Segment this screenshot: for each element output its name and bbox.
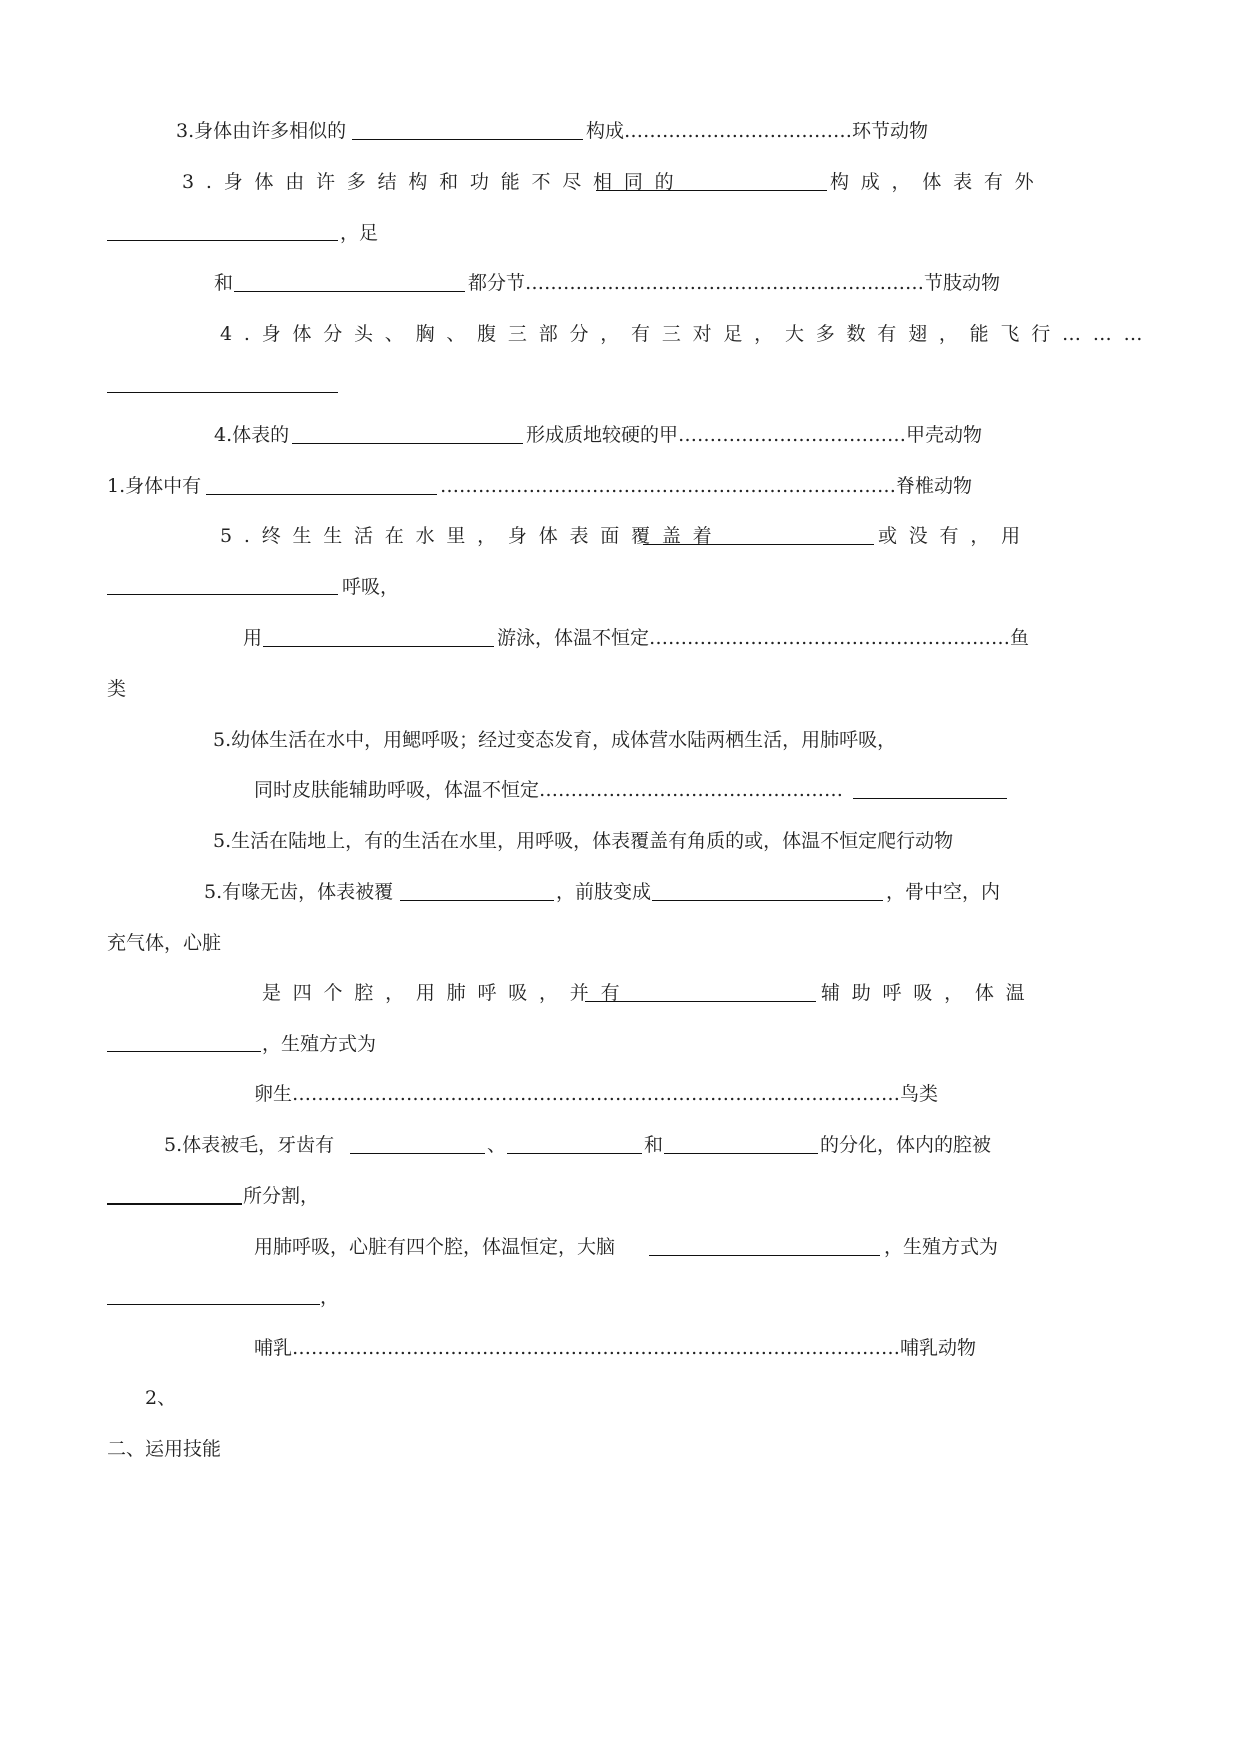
answer-blank[interactable] [507,1153,642,1154]
question-text: 4.身体分头、胸、腹三部分，有三对足，大多数有翅，能飞行……… [220,323,1155,345]
question-text: 辅助呼吸，体温 [821,982,1037,1004]
answer-blank[interactable] [596,190,827,191]
answer-blank[interactable] [292,443,523,444]
answer-blank[interactable] [664,1153,818,1154]
question-text: 呼吸， [342,576,400,598]
answer-blank[interactable] [643,544,874,545]
question-text: 和 [214,272,234,294]
question-text: 构成………………………………环节动物 [586,120,929,142]
answer-blank[interactable] [400,900,554,901]
question-text: 用肺呼吸，心脏有四个腔，体温恒定，大脑 [254,1236,616,1258]
answer-blank[interactable] [585,1001,816,1002]
question-text: ，前肢变成 [556,881,652,903]
answer-blank[interactable] [107,1203,242,1205]
question-text: 5.有喙无齿，体表被覆 [204,881,394,903]
question-text: 所分割， [243,1185,320,1207]
question-text: 哺乳……………………………………………………………………………………哺乳动物 [254,1337,977,1359]
question-text: 和 [644,1134,664,1156]
question-text: 游泳，体温不恒定…………………………………………………鱼 [497,627,1030,649]
question-text: ………………………………………………………………脊椎动物 [440,475,973,497]
section-number: 2、 [145,1387,177,1409]
question-text: 4.体表的 [214,424,290,446]
question-text: ，骨中空，内 [886,881,1001,903]
question-text: 5.终生生活在水里，身体表面覆盖着 [220,525,724,547]
question-text: 是四个腔，用肺呼吸，并有 [262,982,632,1004]
answer-blank[interactable] [350,1153,485,1154]
question-text: 5.体表被毛，牙齿有 [164,1134,335,1156]
question-text: 1.身体中有 [107,475,202,497]
question-text: 5.幼体生活在水中，用鳃呼吸；经过变态发育，成体营水陆两栖生活，用肺呼吸， [213,729,897,751]
question-text: 5.生活在陆地上，有的生活在水里，用呼吸，体表覆盖有角质的或，体温不恒定爬行动物 [213,830,954,852]
question-text: 的分化，体内的腔被 [820,1134,992,1156]
question-text: ，生殖方式为 [884,1236,999,1258]
question-text: 同时皮肤能辅助呼吸，体温不恒定………………………………………… [254,779,844,801]
question-text: 类 [107,678,127,700]
question-text: 都分节………………………………………………………节肢动物 [468,272,1001,294]
answer-blank[interactable] [107,392,338,393]
answer-blank[interactable] [107,594,338,595]
answer-blank[interactable] [352,139,583,140]
question-text: ，足 [340,222,379,244]
section-heading: 二、运用技能 [107,1438,222,1460]
question-text: 充气体，心脏 [107,932,222,954]
answer-blank[interactable] [206,494,437,495]
answer-blank[interactable] [234,291,465,292]
answer-blank[interactable] [652,900,883,901]
question-text: ，生殖方式为 [262,1033,377,1055]
answer-blank[interactable] [649,1255,880,1256]
question-text: 卵生……………………………………………………………………………………鸟类 [254,1083,939,1105]
answer-blank[interactable] [107,240,338,241]
question-text: 3.身体由许多相似的 [176,120,347,142]
answer-blank[interactable] [107,1051,261,1052]
answer-blank[interactable] [263,646,494,647]
question-text: 用 [243,627,263,649]
question-text: 、 [487,1134,507,1156]
question-text: 形成质地较硬的甲………………………………甲壳动物 [526,424,983,446]
question-text: 3.身体由许多结构和功能不尽相同的 [182,171,686,193]
question-text: 或没有，用 [878,525,1032,547]
answer-blank[interactable] [107,1304,320,1305]
answer-blank[interactable] [853,798,1007,799]
question-text: 构成，体表有外 [830,171,1046,193]
question-text: ， [320,1286,340,1308]
